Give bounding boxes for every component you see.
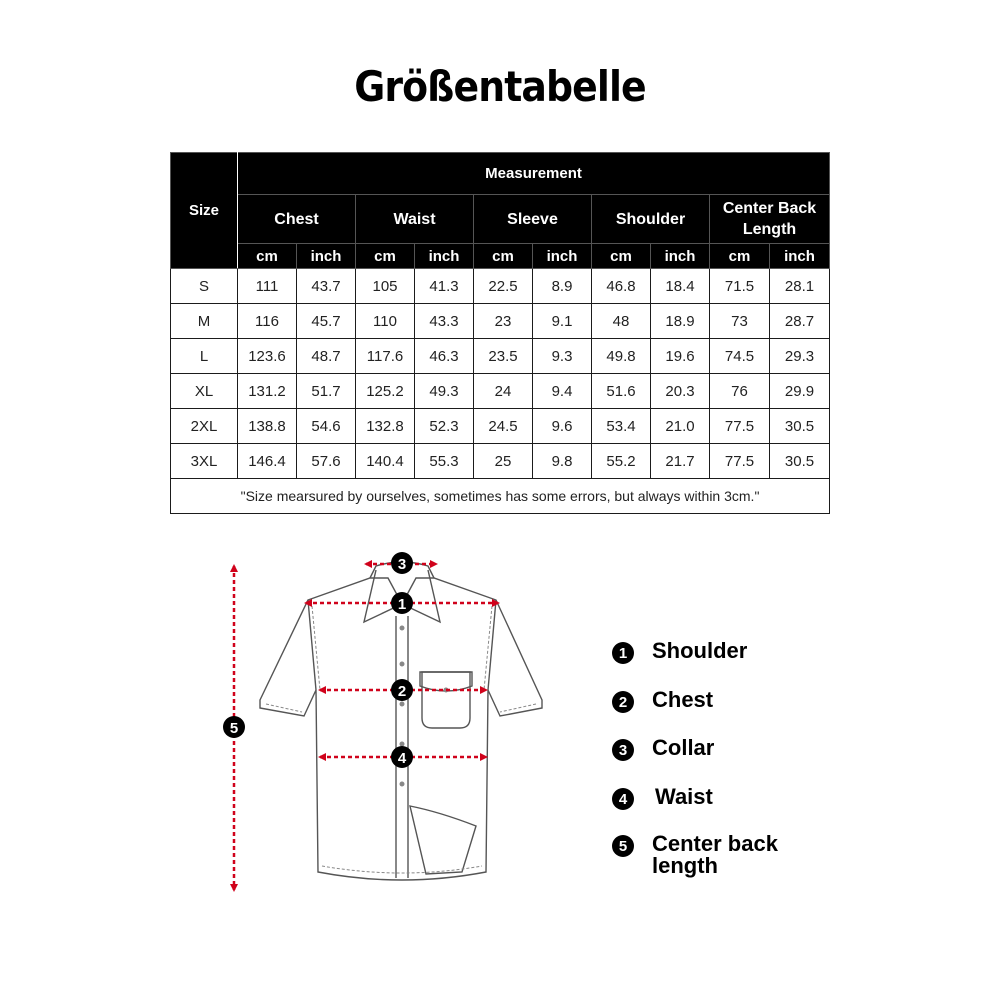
measurement-cell: 24.5 (474, 409, 533, 444)
size-cell: L (171, 339, 238, 374)
svg-text:1: 1 (397, 596, 407, 613)
measurement-cell: 74.5 (710, 339, 770, 374)
svg-text:5: 5 (229, 720, 239, 737)
measurement-cell: 29.9 (770, 374, 830, 409)
measurement-cell: 46.8 (592, 269, 651, 304)
column-group-header: Shoulder (592, 195, 710, 244)
size-table (170, 152, 830, 514)
measurement-cell: 9.8 (533, 444, 592, 479)
legend-item-chest (612, 689, 812, 713)
svg-text:2: 2 (397, 683, 407, 700)
legend-label: Waist (655, 784, 713, 809)
table-row (171, 374, 830, 409)
measurement-cell: 57.6 (297, 444, 356, 479)
measurement-cell: 24 (474, 374, 533, 409)
measurement-cell: 8.9 (533, 269, 592, 304)
measurement-cell: 146.4 (238, 444, 297, 479)
measurement-cell: 73 (710, 304, 770, 339)
measurement-cell: 25 (474, 444, 533, 479)
measurement-cell: 51.6 (592, 374, 651, 409)
measurement-cell: 76 (710, 374, 770, 409)
measurement-cell: 41.3 (415, 269, 474, 304)
measurement-cell: 20.3 (651, 374, 710, 409)
measurement-cell: 117.6 (356, 339, 415, 374)
table-note: "Size mearsured by ourselves, sometimes has some errors, but always within 3cm." (171, 479, 830, 514)
page-title: Größentabelle (354, 62, 646, 111)
measurement-cell: 30.5 (770, 444, 830, 479)
marker-2 (391, 679, 413, 701)
size-cell: S (171, 269, 238, 304)
legend-number: 1 (612, 642, 634, 664)
measurement-cell: 46.3 (415, 339, 474, 374)
measurement-cell: 48.7 (297, 339, 356, 374)
measurement-cell: 29.3 (770, 339, 830, 374)
legend-item-center-back-length (612, 833, 792, 877)
table-row (171, 444, 830, 479)
measurement-cell: 43.3 (415, 304, 474, 339)
measurement-cell: 9.1 (533, 304, 592, 339)
measurement-cell: 52.3 (415, 409, 474, 444)
unit-header: cm (238, 244, 297, 269)
measurement-cell: 23 (474, 304, 533, 339)
size-cell: 3XL (171, 444, 238, 479)
measurement-cell: 77.5 (710, 409, 770, 444)
measurement-cell: 28.1 (770, 269, 830, 304)
measurement-cell: 53.4 (592, 409, 651, 444)
measurement-cell: 55.3 (415, 444, 474, 479)
measurement-cell: 21.7 (651, 444, 710, 479)
measurement-cell: 18.4 (651, 269, 710, 304)
measurement-cell: 49.8 (592, 339, 651, 374)
measurement-cell: 28.7 (770, 304, 830, 339)
measurement-cell: 140.4 (356, 444, 415, 479)
measurement-cell: 131.2 (238, 374, 297, 409)
unit-header: cm (592, 244, 651, 269)
unit-header: inch (297, 244, 356, 269)
legend-number: 4 (612, 788, 634, 810)
measurement-cell: 123.6 (238, 339, 297, 374)
unit-header: inch (651, 244, 710, 269)
measurement-cell: 71.5 (710, 269, 770, 304)
marker-3 (391, 552, 413, 574)
svg-text:4: 4 (397, 750, 407, 767)
unit-header: inch (770, 244, 830, 269)
measurement-header: Measurement (238, 153, 830, 195)
table-row (171, 269, 830, 304)
measurement-cell: 55.2 (592, 444, 651, 479)
measurement-cell: 23.5 (474, 339, 533, 374)
measurement-cell: 9.4 (533, 374, 592, 409)
column-group-header: Waist (356, 195, 474, 244)
measurement-cell: 77.5 (710, 444, 770, 479)
measurement-cell: 132.8 (356, 409, 415, 444)
column-group-header: Center Back Length (710, 195, 830, 244)
measurement-cell: 116 (238, 304, 297, 339)
table-row (171, 409, 830, 444)
marker-4 (391, 746, 413, 768)
size-header: Size (171, 153, 238, 269)
svg-text:3: 3 (397, 556, 407, 573)
measurement-cell: 22.5 (474, 269, 533, 304)
shirt-measurement-diagram (0, 540, 1000, 1000)
measurement-cell: 30.5 (770, 409, 830, 444)
measurement-cell: 111 (238, 269, 297, 304)
measurement-cell: 54.6 (297, 409, 356, 444)
legend-item-shoulder (612, 640, 812, 664)
unit-header: inch (533, 244, 592, 269)
legend-item-waist (612, 786, 815, 810)
legend-label: Collar (652, 735, 715, 760)
column-group-header: Sleeve (474, 195, 592, 244)
size-cell: 2XL (171, 409, 238, 444)
measurement-cell: 9.6 (533, 409, 592, 444)
legend-item-collar (612, 737, 812, 761)
legend-label: Shoulder (652, 638, 748, 663)
measurement-cell: 43.7 (297, 269, 356, 304)
measurement-cell: 9.3 (533, 339, 592, 374)
legend-label: Center back length (652, 831, 778, 878)
marker-1 (391, 592, 413, 614)
measurement-cell: 19.6 (651, 339, 710, 374)
measurement-cell: 48 (592, 304, 651, 339)
column-group-header: Chest (238, 195, 356, 244)
table-row (171, 339, 830, 374)
measurement-cell: 49.3 (415, 374, 474, 409)
unit-header: cm (474, 244, 533, 269)
measurement-cell: 105 (356, 269, 415, 304)
legend-number: 2 (612, 691, 634, 713)
legend-label: Chest (652, 687, 714, 712)
measurement-cell: 21.0 (651, 409, 710, 444)
marker-5 (223, 716, 245, 738)
table-row (171, 304, 830, 339)
measurement-cell: 45.7 (297, 304, 356, 339)
measurement-cell: 110 (356, 304, 415, 339)
measurement-cell: 51.7 (297, 374, 356, 409)
unit-header: cm (356, 244, 415, 269)
measurement-cell: 18.9 (651, 304, 710, 339)
legend-number: 3 (612, 739, 634, 761)
unit-header: cm (710, 244, 770, 269)
measurement-cell: 125.2 (356, 374, 415, 409)
legend-number: 5 (612, 835, 634, 857)
size-cell: M (171, 304, 238, 339)
size-cell: XL (171, 374, 238, 409)
unit-header: inch (415, 244, 474, 269)
measurement-cell: 138.8 (238, 409, 297, 444)
